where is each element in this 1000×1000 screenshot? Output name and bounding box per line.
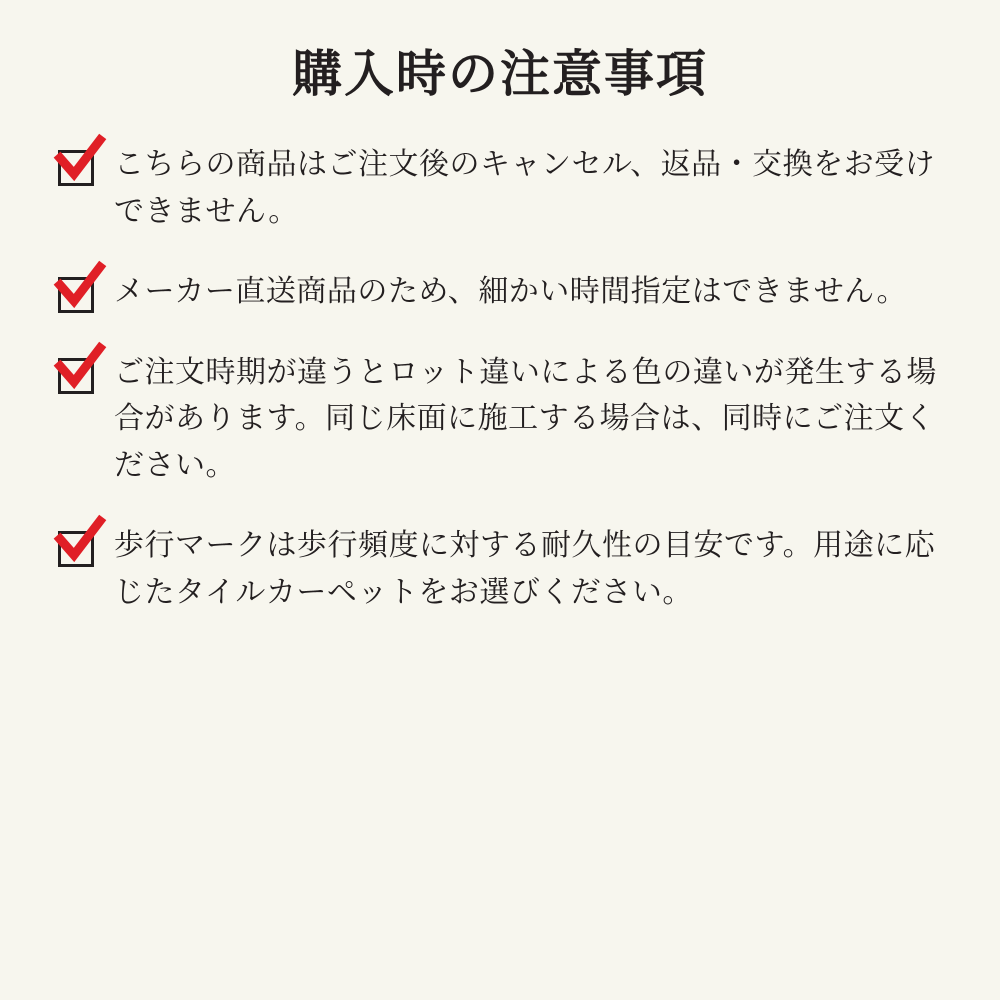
list-item [58, 142, 960, 235]
red-check-icon [58, 358, 94, 394]
list-item [58, 350, 960, 490]
notice-list [58, 142, 960, 650]
page-title: 購入時の注意事項 [292, 46, 708, 102]
notice-text: メーカー直送商品のため、細かい時間指定はできません。 [114, 275, 907, 308]
red-check-icon [58, 277, 94, 313]
notice-text: 歩行マークは歩行頻度に対する耐久性の目安です。用途に応じたタイルカーペットをお選びください。 [114, 529, 936, 609]
red-check-icon [58, 150, 94, 186]
notice-text: こちらの商品はご注文後のキャンセル、返品・交換をお受けできません。 [114, 148, 936, 228]
list-item [58, 523, 960, 616]
list-item [58, 269, 960, 316]
notice-text: ご注文時期が違うとロット違いによる色の違いが発生する場合があります。同じ床面に施工する場合は、同時にご注文ください。 [114, 355, 937, 482]
red-check-icon [58, 531, 94, 567]
